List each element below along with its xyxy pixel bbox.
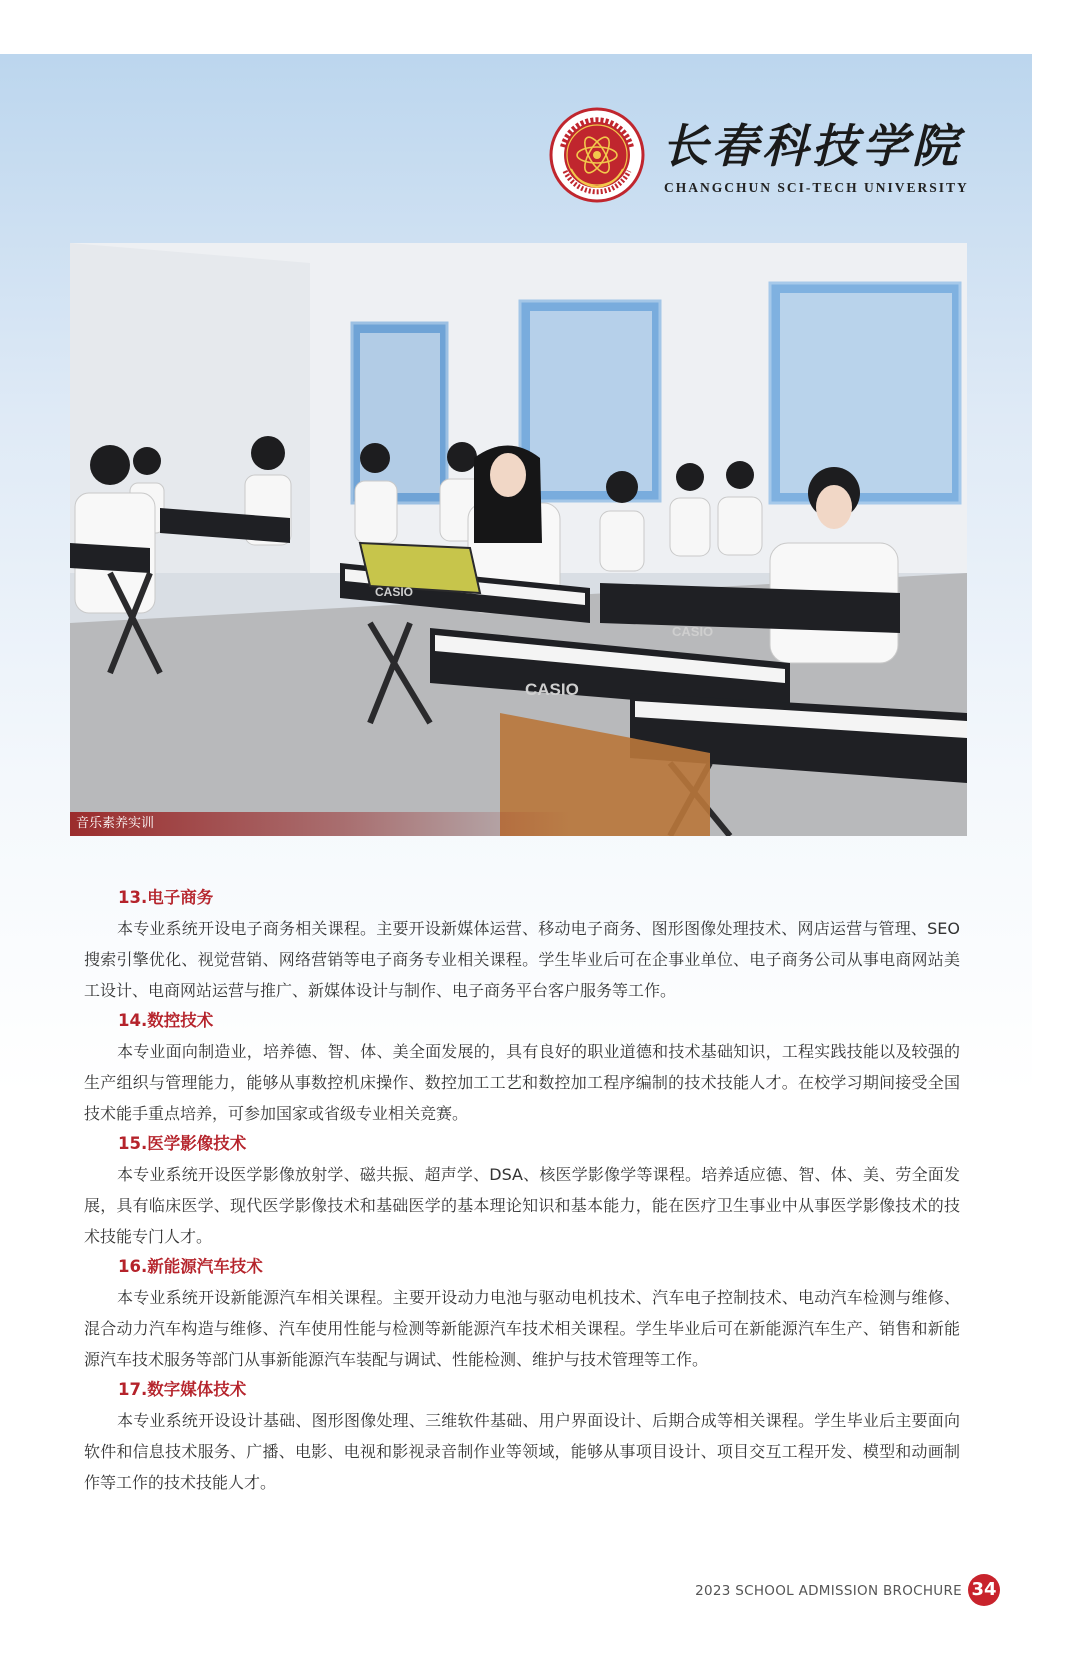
section-title: 13.电子商务 (118, 888, 214, 907)
program-descriptions (84, 883, 960, 1498)
university-name-cn: 长春科技学院 (662, 119, 962, 173)
section-ecommerce (84, 883, 960, 1006)
section-title: 16.新能源汽车技术 (118, 1257, 263, 1276)
section-body: 本专业系统开设电子商务相关课程。主要开设新媒体运营、移动电子商务、图形图像处理技术、网店运营与管理、SEO搜索引擎优化、视觉营销、网络营销等电子商务专业相关课程。学生毕业后可在企事业单位、电子商务公司从事电商网站美工设计、电商网站运营与推广、新媒体设计与制作、电子商务平台客户服务等工作。 (84, 919, 960, 1000)
page-footer (695, 1574, 1000, 1608)
university-seal-logo (549, 107, 645, 203)
casio-logo-2: CASIO (672, 624, 714, 639)
section-title: 17.数字媒体技术 (118, 1380, 247, 1399)
casio-logo-3: CASIO (525, 680, 579, 699)
section-cnc-technology (84, 1006, 960, 1129)
section-title: 14.数控技术 (118, 1011, 214, 1030)
photo-caption: 音乐素养实训 (70, 812, 570, 836)
section-title: 15.医学影像技术 (118, 1134, 247, 1153)
classroom-photo (70, 243, 967, 836)
section-medical-imaging (84, 1129, 960, 1252)
section-body: 本专业面向制造业，培养德、智、体、美全面发展的，具有良好的职业道德和技术基础知识，工程实践技能以及较强的生产组织与管理能力，能够从事数控机床操作、数控加工工艺和数控加工程序编制的技术技能人才。在校学习期间接受全国技术能手重点培养，可参加国家或省级专业相关竞赛。 (84, 1042, 960, 1123)
section-new-energy-vehicle (84, 1252, 960, 1375)
section-body: 本专业系统开设新能源汽车相关课程。主要开设动力电池与驱动电机技术、汽车电子控制技术、电动汽车检测与维修、混合动力汽车构造与维修、汽车使用性能与检测等新能源汽车技术相关课程。学生毕业后可在新能源汽车生产、销售和新能源汽车技术服务等部门从事新能源汽车装配与调试、性能检测、维护与技术管理等工作。 (84, 1288, 960, 1369)
university-name-en: CHANGCHUN SCI-TECH UNIVERSITY (664, 180, 969, 195)
section-digital-media (84, 1375, 960, 1498)
page-number-badge: 34 (968, 1574, 1000, 1606)
section-body: 本专业系统开设设计基础、图形图像处理、三维软件基础、用户界面设计、后期合成等相关课程。学生毕业后主要面向软件和信息技术服务、广播、电影、电视和影视录音制作业等领域，能够从事项目设计、项目交互工程开发、模型和动画制作等工作的技术技能人才。 (84, 1411, 960, 1492)
casio-logo-1: CASIO (375, 585, 414, 599)
brochure-title: 2023 SCHOOL ADMISSION BROCHURE (695, 1583, 962, 1599)
section-body: 本专业系统开设医学影像放射学、磁共振、超声学、DSA、核医学影像学等课程。培养适应德、智、体、美、劳全面发展，具有临床医学、现代医学影像技术和基础医学的基本理论知识和基本能力，能在医疗卫生事业中从事医学影像技术的技术技能专门人才。 (84, 1165, 960, 1246)
